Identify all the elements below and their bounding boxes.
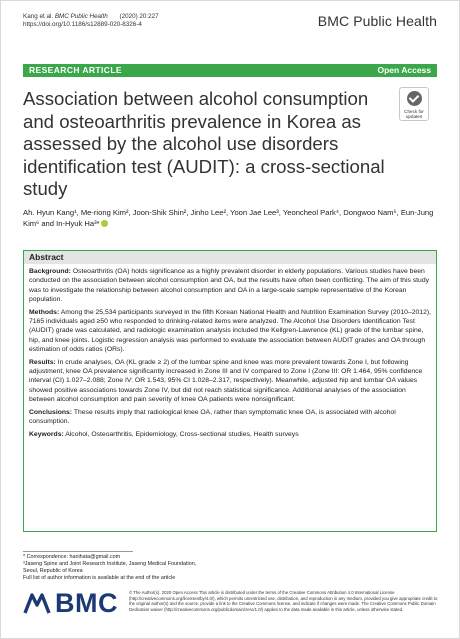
footnotes [23, 554, 437, 582]
abstract-keywords: Keywords: Alcohol, Osteoarthritis, Epidemiology, Cross-sectional studies, Health surveys [29, 430, 299, 438]
affiliation-line-1: ³Jaseng Spine and Joint Research Institute, Jaseng Medical Foundation, [23, 561, 197, 567]
citation-year-volume: (2020) 20:227 [119, 13, 159, 20]
bmc-logo-text: BMC [55, 588, 118, 618]
open-access-label: Open Access [377, 65, 431, 75]
article-type-label: RESEARCH ARTICLE [29, 65, 122, 75]
journal-name: BMC Public Health [317, 13, 437, 29]
article-type-banner [23, 64, 437, 77]
bmc-logo [23, 589, 123, 617]
abstract-background: Background: Osteoarthritis (OA) holds significance as a highly prevalent disorder in elderly populations. Various studies have been conducted on the association between alcohol consumption and OA, but the results have often been conflicting. The aim of this study was to investigate the relationship between alcohol consumption and OA in a large-scale sample representative of the Korean population. [29, 268, 430, 304]
correspondence-email[interactable]: * Correspondence: hanihata@gmail.com [23, 554, 121, 560]
author-list: Ah. Hyun Kang¹, Me-riong Kim², Joon-Shik Shin², Jinho Lee², Yoon Jae Lee³, Yeoncheol Park⁴, Dongwoo Nam⁵, Eun-Jung Kim⁶ and In-Hyuk Ha³* [23, 208, 434, 228]
affiliation-line-2: Seoul, Republic of Korea [23, 568, 83, 574]
abstract-box [23, 250, 437, 532]
abstract-results: Results: In crude analyses, OA (KL grade ≥ 2) of the lumbar spine and knee was more prevalent towards Zone I, but following adjustment, knee OA prevalence significantly increased in Zone III and IV compared to Zone I (Zone III: OR 1.464, 95% confidence interval (CI) 1.027–2.088; Zone IV: OR 1.543, 95% CI 1.028–2.317, respectively). Meanwhile, adjusted hip and lumbar OA values showed positive associations towards Zone IV, but did not reach statistical significance. Additional analyses of the association between alcohol consumption and pain severity of knee OA patients were nonsignificant. [29, 358, 423, 404]
doi-link[interactable]: https://doi.org/10.1186/s12889-020-8326-4 [23, 21, 142, 28]
abstract-conclusions: Conclusions: These results imply that radiological knee OA, rather than symptomatic knee OA, is associated with alcohol consumption. [29, 408, 396, 426]
check-for-updates-label: Check for updates [404, 109, 424, 119]
citation-block [23, 13, 159, 29]
check-for-updates-button[interactable] [399, 87, 429, 121]
orcid-icon[interactable] [101, 220, 108, 227]
checkmark-icon [407, 91, 422, 106]
article-title: Association between alcohol consumption and osteoarthritis prevalence in Korea as assessed by the alcohol use disorders identification test (AUDIT): a cross-sectional study [23, 88, 385, 199]
author-info-note: Full list of author information is available at the end of the article [23, 575, 176, 581]
citation-authors: Kang et al. [23, 13, 54, 20]
footnote-divider [23, 551, 133, 552]
abstract-heading: Abstract [24, 251, 436, 264]
license-statement: © The Author(s). 2020 Open Access This article is distributed under the terms of the Creative Commons Attribution 4.0 International License (http://creativecommons.org/licenses/by/4.0/), which permits unrestricted use, distribution, and reproduction in any medium, provided you give appropriate credit to the original author(s) and the source, provide a link to the Creative Commons license, and indicate if changes were made. The Creative Commons Public Domain Dedication waiver (http://creativecommons.org/publicdomain/zero/1.0/) applies to the data made available in this article, unless otherwise stated. [129, 590, 438, 612]
bmc-logo-mark-icon [23, 591, 51, 615]
citation-journal: BMC Public Health [54, 13, 108, 20]
abstract-methods: Methods: Among the 25,534 participants surveyed in the fifth Korean National Health and Nutrition Examination Survey (2010–2012), 7165 individuals aged ≥50 who responded to drinking-related items were analyzed. The Alcohol Use Disorders Identification Test (AUDIT) grade was calculated, and radiologic examination analysis included the Kellgren-Lawrence (KL) grade of the lumbar spine, hip, and knee joints. Logistic regression analysis was performed to evaluate the association between AUDIT grades and OA through estimation of odds ratios (ORs). [29, 308, 432, 354]
